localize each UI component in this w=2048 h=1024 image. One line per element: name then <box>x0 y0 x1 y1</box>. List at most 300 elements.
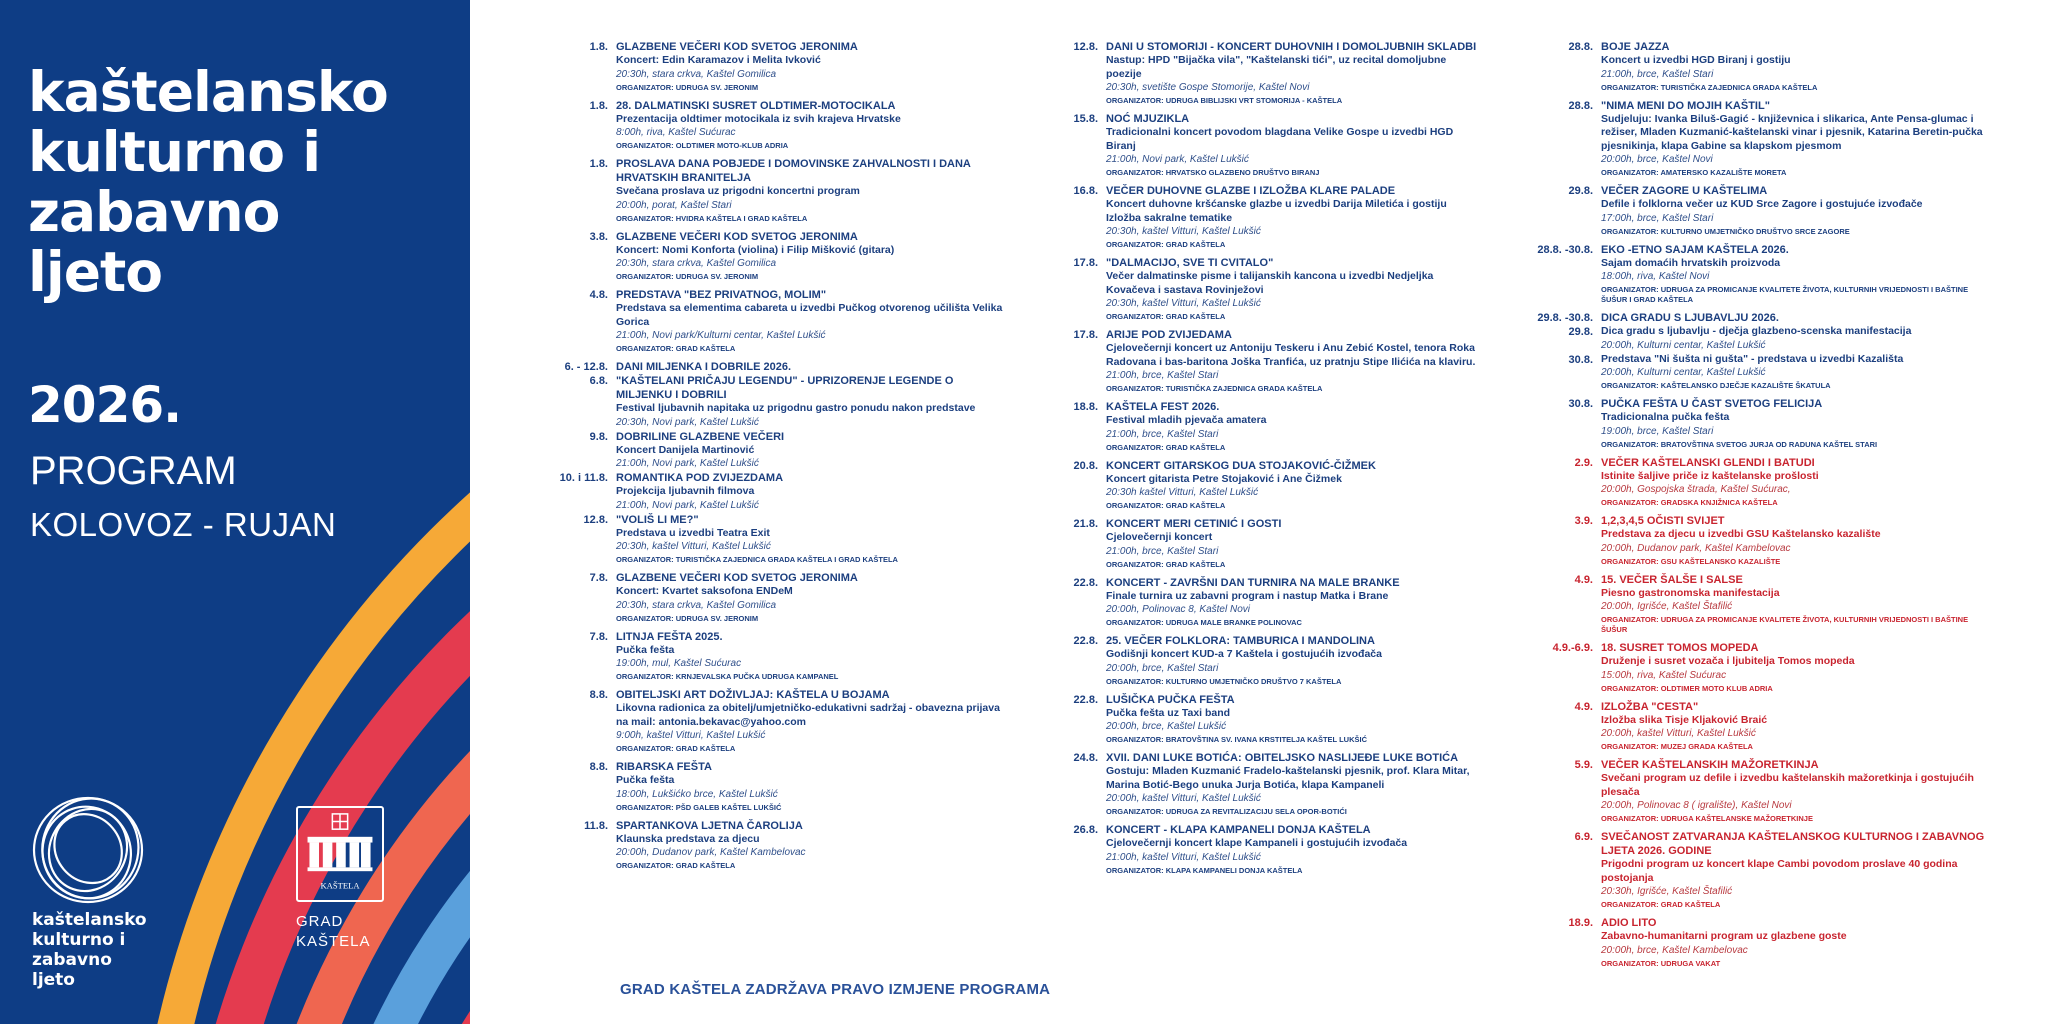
event-title: "NIMA MENI DO MOJIH KAŠTIL" <box>1601 99 1770 112</box>
festival-title <box>28 62 388 302</box>
event-info <box>1601 397 1995 450</box>
event-venue: 20:00h, brce, Kaštel Novi <box>1601 154 1713 165</box>
event-description: Nastup: HPD "Bijačka vila", "Kaštelanski tići", uz recital domoljubne poezije <box>1106 54 1447 80</box>
event-description: Svečani program uz defile i izvedbu kaštelanskih mažoretkinja i gostujućih plesača <box>1601 772 1974 798</box>
event-description: Tradicionalna pučka fešta <box>1601 411 1730 423</box>
event-title: VEČER KAŠTELANSKIH MAŽORETKINJA <box>1601 759 1819 771</box>
event-venue: 20:30h kaštel Vitturi, Kaštel Lukšić <box>1106 487 1259 498</box>
event-date: 11.8. <box>584 819 608 832</box>
event-description: Festival mladih pjevača amatera <box>1106 414 1267 426</box>
event-title: KONCERT GITARSKOG DUA STOJAKOVIĆ-ČIŽMEK <box>1106 459 1376 472</box>
event-date: 6.9. <box>1574 831 1593 843</box>
event-info <box>1106 184 1480 250</box>
event-description: Zabavno-humanitarni program uz glazbene goste <box>1601 930 1847 942</box>
program-column-2 <box>1030 40 1480 882</box>
event-venue: 20:30h, svetište Gospe Stomorije, Kaštel Novi <box>1106 82 1310 93</box>
event-organizer: ORGANIZATOR: GRAD KAŠTELA <box>1106 501 1226 510</box>
event-title: LUŠIČKA PUČKA FEŠTA <box>1106 693 1235 706</box>
program-event <box>1030 751 1480 817</box>
event-info <box>1601 99 1995 179</box>
event-date: 15.8. <box>1073 113 1098 125</box>
event-organizer: ORGANIZATOR: GRAD KAŠTELA <box>616 744 736 753</box>
program-event <box>540 40 1010 93</box>
event-organizer: ORGANIZATOR: HRVATSKO GLAZBENO DRUŠTVO BIRANJ <box>1106 168 1320 177</box>
event-title: 1,2,3,4,5 OČISTI SVIJET <box>1601 515 1725 527</box>
event-info <box>616 99 1010 152</box>
event-info <box>616 40 1010 93</box>
event-info <box>1601 456 1995 509</box>
event-date: 4.9. <box>1574 700 1593 713</box>
festival-title-line: zabavno <box>28 180 280 244</box>
event-description: Predstava za djecu u izvedbi GSU Kaštelansko kazalište <box>1601 528 1881 540</box>
program-event <box>1525 456 1995 509</box>
program-event <box>1525 758 1995 824</box>
event-venue: 20:00h, brce, Kaštel Lukšić <box>1106 721 1227 732</box>
program-column-1 <box>540 40 1010 877</box>
event-date: 29.8. -30.8. <box>1537 312 1593 324</box>
festival-title-line: ljeto <box>28 240 163 304</box>
event-title: XVII. DANI LUKE BOTIĆA: OBITELJSKO NASLIJEĐE LUKE BOTIĆA <box>1106 752 1459 764</box>
event-description: Izložba sakralne tematike <box>1106 211 1233 224</box>
event-date: 18.8. <box>1073 401 1098 413</box>
event-date: 30.8. <box>1568 398 1593 410</box>
sub-event <box>540 513 1010 555</box>
event-organizer: ORGANIZATOR: OLDTIMER MOTO-KLUB ADRIA <box>616 141 789 150</box>
event-description: Prigodni program uz koncert klape Cambi povodom proslave 40 godina postojanja <box>1601 858 1958 884</box>
program-event <box>1030 40 1480 106</box>
event-description: Pučka fešta <box>616 774 675 786</box>
sub-event-venue: 20:00h, Kulturni centar, Kaštel Lukšić <box>1601 339 1766 351</box>
event-info <box>616 760 1010 813</box>
sub-event-venue: 20:00h, Kulturni centar, Kaštel Lukšić <box>1601 367 1766 378</box>
event-title: ADIO LITO <box>1601 917 1657 929</box>
event-organizer: ORGANIZATOR: MUZEJ GRADA KAŠTELA <box>1601 742 1753 751</box>
event-venue: 20:00h, brce, Kaštel Stari <box>1106 662 1219 674</box>
event-info <box>1106 576 1480 629</box>
event-date: 6. - 12.8. <box>564 361 608 373</box>
program-event <box>1030 517 1480 570</box>
event-organizer: ORGANIZATOR: AMATERSKO KAZALIŠTE MORETA <box>1601 168 1787 177</box>
event-description: Likovna radionica za obitelj/umjetničko-edukativni sadržaj - obavezna prijava na mail: antonia.bekavac@yahoo.com <box>616 702 1000 728</box>
event-organizer: ORGANIZATOR: BRATOVŠTINA SVETOG JURJA OD RADUNA KAŠTEL STARI <box>1601 439 1878 449</box>
program-event <box>1525 830 1995 910</box>
event-description: Prezentacija oldtimer motocikala iz svih krajeva Hrvatske <box>616 112 901 125</box>
event-info <box>1601 641 1995 694</box>
event-organizer: ORGANIZATOR: UDRUGA SV. JERONIM <box>616 82 759 92</box>
event-description: Pučka fešta uz Taxi band <box>1106 706 1231 719</box>
event-organizer: ORGANIZATOR: KULTURNO UMJETNIČKO DRUŠTVO 7 KAŠTELA <box>1106 676 1342 686</box>
event-title: DANI MILJENKA I DOBRILE 2026. <box>616 361 792 373</box>
event-title: OBITELJSKI ART DOŽIVLJAJ: KAŠTELA U BOJAMA <box>616 689 890 701</box>
event-title: KONCERT MERI CETINIĆ I GOSTI <box>1106 518 1282 530</box>
program-event <box>540 230 1010 283</box>
event-title: SVEČANOST ZATVARANJA KAŠTELANSKOG KULTURNOG I ZABAVNOG LJETA 2026. GODINE <box>1601 831 1985 857</box>
event-venue: 20:30h, stara crkva, Kaštel Gomilica <box>616 258 777 269</box>
event-info <box>1106 40 1480 106</box>
sub-event <box>1525 353 1995 381</box>
event-description: Cjelovečernji koncert klape Kampaneli i gostujućih izvođača <box>1106 837 1408 849</box>
event-date: 22.8. <box>1073 635 1098 647</box>
event-info <box>1601 830 1995 910</box>
event-venue: 20:00h, Polinovac 8, Kaštel Novi <box>1106 604 1250 615</box>
event-info <box>1106 823 1480 876</box>
event-venue: 18:00h, Lukšićko brce, Kaštel Lukšić <box>616 788 778 800</box>
event-venue: 20:00h, Dudanov park, Kaštel Kambelovac <box>616 847 806 858</box>
disclaimer-note: GRAD KAŠTELA ZADRŽAVA PRAVO IZMJENE PROGRAMA <box>620 981 1051 998</box>
event-date: 5.9. <box>1574 759 1593 771</box>
program-event <box>1030 256 1480 322</box>
sub-event-info <box>616 513 1010 555</box>
event-description: Svečana proslava uz prigodni koncertni program <box>616 185 860 197</box>
event-description: Večer dalmatinske pisme i talijanskih kancona u izvedbi Nedjeljka Kovačeva i sastava Rovinježovi <box>1106 270 1434 296</box>
event-description: Koncert gitarista Petre Stojaković i Ane Čižmek <box>1106 472 1342 485</box>
logo-text-line: kulturno i <box>32 930 126 950</box>
event-description: Koncert: Kvartet saksofona ENDeM <box>616 585 793 597</box>
program-event <box>540 630 1010 683</box>
logo-text-line: kaštelansko <box>32 910 147 930</box>
sub-event <box>540 430 1010 472</box>
event-venue: 20:00h, Gospojska štrada, Kaštel Sućurac, <box>1601 484 1791 495</box>
event-info <box>616 230 1010 283</box>
event-description: Predstava sa elementima cabareta u izvedbi Pučkog otvorenog učilišta Velika Gorica <box>616 302 1003 328</box>
event-title: LITNJA FEŠTA 2025. <box>616 630 723 643</box>
event-title: PREDSTAVA "BEZ PRIVATNOG, MOLIM" <box>616 289 827 301</box>
program-event <box>1030 400 1480 453</box>
event-info <box>1601 916 1995 969</box>
event-date: 22.8. <box>1073 576 1098 589</box>
city-name-line: KAŠTELA <box>296 933 371 950</box>
event-organizer: ORGANIZATOR: UDRUGA VAKAT <box>1601 958 1721 968</box>
event-description: Sudjeluju: Ivanka Biluš-Gagić - književnica i slikarica, Ante Pensa-glumac i režiser, Mladen Kuzmanić-kaštelanski vinar i pjesnik, Katarina Beretin-pučka pjesnikinja, klapa Gabine sa klapskom pjesmom <box>1601 112 1983 152</box>
event-info <box>616 819 1010 872</box>
event-date: 18.9. <box>1568 917 1593 929</box>
logo-text-line: ljeto <box>32 970 75 990</box>
event-date: 28.8. -30.8. <box>1537 243 1593 256</box>
event-title: VEČER DUHOVNE GLAZBE I IZLOŽBA KLARE PALADE <box>1106 185 1396 197</box>
event-venue: 21:00h, Novi park/Kulturni centar, Kaštel Lukšić <box>616 330 826 341</box>
event-info <box>616 157 1010 224</box>
program-event <box>540 288 1010 354</box>
festival-logo-text <box>32 910 147 990</box>
event-info <box>1601 700 1995 753</box>
event-venue: 20:00h, porat, Kaštel Stari <box>616 199 732 211</box>
sub-event-description: Predstava "Ni šušta ni gušta" - predstava u izvedbi Kazališta <box>1601 352 1904 365</box>
event-date: 3.8. <box>589 230 608 243</box>
event-date: 20.8. <box>1073 459 1098 472</box>
sub-event-date: 10. i 11.8. <box>559 472 608 484</box>
sub-event-info <box>1601 353 1995 381</box>
event-venue: 18:00h, riva, Kaštel Novi <box>1601 271 1710 282</box>
event-date: 4.9.-6.9. <box>1552 642 1593 654</box>
event-venue: 20:30h, stara crkva, Kaštel Gomilica <box>616 68 777 80</box>
event-description: Gostuju: Mladen Kuzmanić Fradelo-kaštelanski pjesnik, prof. Klara Mitar, Marina Botić-Bego unuka Jurja Botića, klapa Kampaneli <box>1106 765 1470 791</box>
event-info <box>1106 459 1480 512</box>
city-name-line: GRAD <box>296 913 344 930</box>
program-event <box>1525 311 1995 391</box>
event-title: KONCERT - ZAVRŠNI DAN TURNIRA NA MALE BRANKE <box>1106 576 1400 589</box>
event-organizer: ORGANIZATOR: GRAD KAŠTELA <box>616 861 736 870</box>
event-info <box>1106 328 1480 394</box>
event-title: GLAZBENE VEČERI KOD SVETOG JERONIMA <box>616 230 858 243</box>
sub-event-date: 12.8. <box>583 513 608 526</box>
event-venue: 20:30h, Igrišće, Kaštel Štafilić <box>1601 886 1733 897</box>
program-event <box>540 99 1010 152</box>
event-description: Pučka fešta <box>616 643 675 656</box>
sub-event <box>540 374 1010 430</box>
program-event <box>1525 40 1995 93</box>
event-date: 17.8. <box>1073 257 1098 269</box>
event-venue: 20:30h, kaštel Vitturi, Kaštel Lukšić <box>1106 226 1261 237</box>
event-description: Koncert: Nomi Konforta (violina) i Filip Mišković (gitara) <box>616 243 895 256</box>
program-event <box>1030 634 1480 687</box>
event-date: 16.8. <box>1073 185 1098 197</box>
event-organizer: ORGANIZATOR: TURISTIČKA ZAJEDNICA GRADA KAŠTELA <box>1106 384 1323 393</box>
sub-event-info <box>616 471 1010 513</box>
event-description: Izložba slika Tisje Kljaković Braić <box>1601 713 1768 726</box>
event-description: Sajam domaćih hrvatskih proizvoda <box>1601 256 1781 269</box>
event-date: 3.9. <box>1574 515 1593 527</box>
event-organizer: ORGANIZATOR: UDRUGA SV. JERONIM <box>616 613 759 623</box>
event-title: NOĆ MJUZIKLA <box>1106 113 1190 125</box>
event-venue: 20:30h, stara crkva, Kaštel Gomilica <box>616 599 777 611</box>
sub-event-date: 29.8. <box>1568 326 1593 338</box>
event-info <box>1601 184 1995 237</box>
event-organizer: ORGANIZATOR: PŠD GALEB KAŠTEL LUKŠIĆ <box>616 802 782 812</box>
branding-panel <box>0 0 470 1024</box>
event-description: Koncert u izvedbi HGD Biranj i gostiju <box>1601 54 1791 66</box>
event-title: KAŠTELA FEST 2026. <box>1106 401 1220 413</box>
event-description: Istinite šaljive priče iz kaštelanske prošlosti <box>1601 469 1819 482</box>
event-organizer: ORGANIZATOR: GRAD KAŠTELA <box>1106 442 1226 452</box>
event-info <box>1601 243 1995 306</box>
event-title: ARIJE POD ZVIJEDAMA <box>1106 329 1232 341</box>
program-event <box>1525 184 1995 237</box>
sub-event-title: DOBRILINE GLAZBENE VEČERI <box>616 430 785 443</box>
sub-event-venue: 20:30h, kaštel Vitturi, Kaštel Lukšić <box>616 541 771 552</box>
sub-event-description: Predstava u izvedbi Teatra Exit <box>616 526 770 539</box>
event-title: VEČER KAŠTELANSKI GLENDI I BATUDI <box>1601 456 1815 469</box>
event-info <box>1601 758 1995 824</box>
sub-event-info <box>616 374 1010 430</box>
event-organizer: ORGANIZATOR: UDRUGA ZA PROMICANJE KVALITETE ŽIVOTA, KULTURNIH VRIJEDNOSTI I BAŠTINE ŠUŠUR I GRAD KAŠTELA <box>1601 285 1969 304</box>
event-organizer: ORGANIZATOR: TURISTIČKA ZAJEDNICA GRADA KAŠTELA I GRAD KAŠTELA <box>616 555 898 564</box>
event-title: BOJE JAZZA <box>1601 41 1670 53</box>
program-event <box>1525 397 1995 450</box>
event-organizer: ORGANIZATOR: GRAD KAŠTELA <box>616 344 736 353</box>
event-title: PUČKA FEŠTA U ČAST SVETOG FELICIJA <box>1601 398 1823 410</box>
program-column-3 <box>1525 40 1995 975</box>
event-date: 24.8. <box>1073 752 1098 764</box>
event-date: 17.8. <box>1073 329 1098 341</box>
event-description: Koncert: Edin Karamazov i Melita Ivković <box>616 54 821 66</box>
event-info <box>1601 573 1995 636</box>
event-description: Klaunska predstava za djecu <box>616 832 760 845</box>
sub-event <box>1525 325 1995 353</box>
program-event <box>1030 112 1480 178</box>
program-event <box>1525 573 1995 636</box>
sub-event-date: 6.8. <box>589 375 608 387</box>
event-organizer: ORGANIZATOR: UDRUGA KAŠTELANSKE MAŽORETKINJE <box>1601 814 1813 823</box>
event-organizer: ORGANIZATOR: UDRUGA ZA REVITALIZACIJU SELA OPOR-BOTIĆI <box>1106 807 1347 816</box>
event-description: Koncert duhovne kršćanske glazbe u izvedbi Darija Miletića i gostiju <box>1106 198 1447 210</box>
event-venue: 19:00h, brce, Kaštel Stari <box>1601 425 1714 437</box>
event-date: 29.8. <box>1568 185 1593 197</box>
event-organizer: ORGANIZATOR: UDRUGA BIBLIJSKI VRT STOMORIJA - KAŠTELA <box>1106 96 1343 105</box>
event-organizer: ORGANIZATOR: UDRUGA MALE BRANKE POLINOVAC <box>1106 618 1302 627</box>
event-organizer: ORGANIZATOR: GRAD KAŠTELA <box>1601 900 1721 909</box>
event-title: DICA GRADU S LJUBAVLJU 2026. <box>1601 312 1779 324</box>
program-event <box>540 571 1010 624</box>
event-date: 7.8. <box>589 630 608 643</box>
sub-event-description: Festival ljubavnih napitaka uz prigodnu gastro ponudu nakon predstave <box>616 402 976 414</box>
event-info <box>1106 400 1480 453</box>
event-title: PROSLAVA DANA POBJEDE I DOMOVINSKE ZAHVALNOSTI I DANA HRVATSKIH BRANITELJA <box>616 158 971 184</box>
event-venue: 20:00h, Polinovac 8 ( igralište), Kaštel Novi <box>1601 800 1792 811</box>
sub-event-info <box>616 430 1010 472</box>
event-description: Defile i folklorna večer uz KUD Srce Zagore i gostujuće izvođače <box>1601 198 1923 210</box>
event-description: Finale turnira uz zabavni program i nastup Matka i Brane <box>1106 589 1389 602</box>
event-title: 18. SUSRET TOMOS MOPEDA <box>1601 642 1759 654</box>
event-venue: 20:00h, kaštel Vitturi, Kaštel Lukšić <box>1106 793 1261 804</box>
event-title: GLAZBENE VEČERI KOD SVETOG JERONIMA <box>616 41 858 53</box>
event-organizer: ORGANIZATOR: KLAPA KAMPANELI DONJA KAŠTELA <box>1106 865 1303 875</box>
event-date: 1.8. <box>589 99 608 112</box>
event-date: 4.9. <box>1574 573 1593 586</box>
event-info <box>616 571 1010 624</box>
event-title: RIBARSKA FEŠTA <box>616 761 712 773</box>
event-title: DANI U STOMORIJI - KONCERT DUHOVNIH I DOMOLJUBNIH SKLADBI <box>1106 41 1477 53</box>
event-venue: 17:00h, brce, Kaštel Stari <box>1601 212 1714 224</box>
event-info <box>1106 256 1480 322</box>
sub-event-title: "VOLIŠ LI ME?" <box>616 513 699 526</box>
festival-title-line: kaštelansko <box>28 60 388 124</box>
event-date: 28.8. <box>1568 99 1593 112</box>
event-organizer: ORGANIZATOR: UDRUGA ZA PROMICANJE KVALITETE ŽIVOTA, KULTURNIH VRIJEDNOSTI I BAŠTINE ŠUŠUR <box>1601 615 1969 634</box>
program-event <box>540 688 1010 754</box>
program-event <box>1525 700 1995 753</box>
program-event <box>1525 243 1995 306</box>
event-venue: 20:00h, Dudanov park, Kaštel Kambelovac <box>1601 542 1791 554</box>
event-venue: 15:00h, riva, Kaštel Sućurac <box>1601 669 1727 681</box>
sub-event-date: 30.8. <box>1568 353 1593 366</box>
event-organizer: ORGANIZATOR: GRAD KAŠTELA <box>1106 559 1226 569</box>
event-description: Druženje i susret vozača i ljubitelja Tomos mopeda <box>1601 655 1855 667</box>
event-info <box>1106 751 1480 817</box>
event-info <box>1106 634 1480 687</box>
event-title: KONCERT - KLAPA KAMPANELI DONJA KAŠTELA <box>1106 824 1371 836</box>
sub-event-title: "KAŠTELANI PRIČAJU LEGENDU" - UPRIZORENJE LEGENDE O MILJENKU I DOBRILI <box>616 375 954 401</box>
event-description: Tradicionalni koncert povodom blagdana Velike Gospe u izvedbi HGD Biranj <box>1106 126 1454 152</box>
program-event <box>540 819 1010 872</box>
program-event <box>1525 99 1995 179</box>
program-event <box>1525 514 1995 567</box>
event-organizer: ORGANIZATOR: GSU KAŠTELANSKO KAZALIŠTE <box>1601 556 1781 566</box>
event-date: 8.8. <box>589 761 608 773</box>
program-event <box>540 360 1010 565</box>
event-title: 28. DALMATINSKI SUSRET OLDTIMER-MOTOCIKALA <box>616 99 896 112</box>
event-organizer: ORGANIZATOR: KRNJEVALSKA PUČKA UDRUGA KAMPANEL <box>616 672 839 681</box>
program-event <box>540 157 1010 224</box>
event-title: SPARTANKOVA LJETNA ČAROLIJA <box>616 819 803 832</box>
event-venue: 21:00h, brce, Kaštel Stari <box>1106 370 1219 381</box>
event-organizer: ORGANIZATOR: UDRUGA SV. JERONIM <box>616 272 759 281</box>
event-date: 22.8. <box>1073 693 1098 706</box>
sub-event-venue: 21:00h, Novi park, Kaštel Lukšić <box>616 499 759 511</box>
event-date: 21.8. <box>1073 518 1098 530</box>
event-date: 28.8. <box>1568 41 1593 53</box>
event-organizer: ORGANIZATOR: GRADSKA KNJIŽNICA KAŠTELA <box>1601 498 1778 507</box>
event-venue: 21:00h, brce, Kaštel Stari <box>1106 428 1219 440</box>
program-event <box>1525 641 1995 694</box>
logo-text-line: zabavno <box>32 950 112 970</box>
event-title: VEČER ZAGORE U KAŠTELIMA <box>1601 185 1768 197</box>
city-crest-icon <box>296 806 384 902</box>
event-venue: 21:00h, kaštel Vitturi, Kaštel Lukšić <box>1106 851 1261 863</box>
sub-event-title: ROMANTIKA POD ZVIJEZDAMA <box>616 472 784 484</box>
program-heading: PROGRAM <box>30 449 237 493</box>
event-title: GLAZBENE VEČERI KOD SVETOG JERONIMA <box>616 572 858 584</box>
program-period: KOLOVOZ - RUJAN <box>30 506 337 543</box>
sub-event-description: Koncert Danijela Martinović <box>616 443 755 456</box>
program-event <box>1030 328 1480 394</box>
sub-event-venue: 21:00h, Novi park, Kaštel Lukšić <box>616 458 759 469</box>
crest-label: KAŠTELA <box>320 880 360 891</box>
sub-event-description: Projekcija ljubavnih filmova <box>616 485 755 497</box>
event-description: Cjelovečernji koncert uz Antoniju Teskeru i Anu Zebić Kostel, tenora Roka Radovana i bas-baritona Joška Tranfića, uz pratnju Stipe Ilićića na klaviru. <box>1106 342 1476 368</box>
event-info <box>1601 40 1995 93</box>
event-organizer: ORGANIZATOR: GRAD KAŠTELA <box>1106 240 1226 249</box>
event-date: 12.8. <box>1073 41 1098 53</box>
event-venue: 20:00h, brce, Kaštel Kambelovac <box>1601 944 1748 956</box>
festival-year: 2026. <box>28 376 182 434</box>
event-venue: 8:00h, riva, Kaštel Sućurac <box>616 127 736 138</box>
event-venue: 20:00h, Igrišće, Kaštel Štafilić <box>1601 601 1733 612</box>
event-date: 1.8. <box>589 41 608 53</box>
event-info <box>1106 693 1480 746</box>
program-event <box>540 760 1010 813</box>
event-date: 2.9. <box>1574 456 1593 469</box>
festival-circle-logo-icon <box>28 790 148 920</box>
event-info <box>1106 112 1480 178</box>
event-title: EKO -ETNO SAJAM KAŠTELA 2026. <box>1601 243 1789 256</box>
event-organizer: ORGANIZATOR: KAŠTELANSKO DJEČJE KAZALIŠTE ŠKATULA <box>1601 381 1831 390</box>
event-info <box>616 688 1010 754</box>
event-date: 4.8. <box>589 289 608 301</box>
event-organizer: ORGANIZATOR: HVIDRA KAŠTELA I GRAD KAŠTELA <box>616 213 808 223</box>
event-description: Piesno gastronomska manifestacija <box>1601 586 1780 599</box>
event-organizer: ORGANIZATOR: GRAD KAŠTELA <box>1106 312 1226 321</box>
event-title: 25. VEČER FOLKLORA: TAMBURICA I MANDOLINA <box>1106 635 1375 647</box>
event-date: 7.8. <box>589 572 608 584</box>
sub-event-date: 9.8. <box>589 430 608 443</box>
program-event <box>1030 459 1480 512</box>
city-name <box>296 912 371 952</box>
event-info <box>1568 311 1995 391</box>
event-venue: 9:00h, kaštel Vitturi, Kaštel Lukšić <box>616 730 766 741</box>
sub-event-info <box>1601 325 1995 353</box>
festival-title-line: kulturno i <box>28 120 321 184</box>
event-organizer: ORGANIZATOR: TURISTIČKA ZAJEDNICA GRADA KAŠTELA <box>1601 82 1818 92</box>
event-venue: 20:30h, kaštel Vitturi, Kaštel Lukšić <box>1106 298 1261 309</box>
event-date: 26.8. <box>1073 824 1098 836</box>
sub-event-description: Dica gradu s ljubavlju - dječja glazbeno-scenska manifestacija <box>1601 325 1912 337</box>
event-title: "DALMACIJO, SVE TI CVITALO" <box>1106 257 1274 269</box>
sub-event-venue: 20:30h, Novi park, Kaštel Lukšić <box>616 416 759 428</box>
program-event <box>1525 916 1995 969</box>
event-organizer: ORGANIZATOR: BRATOVŠTINA SV. IVANA KRSTITELJA KAŠTEL LUKŠIĆ <box>1106 735 1367 744</box>
program-event <box>1030 576 1480 629</box>
event-date: 1.8. <box>589 158 608 170</box>
